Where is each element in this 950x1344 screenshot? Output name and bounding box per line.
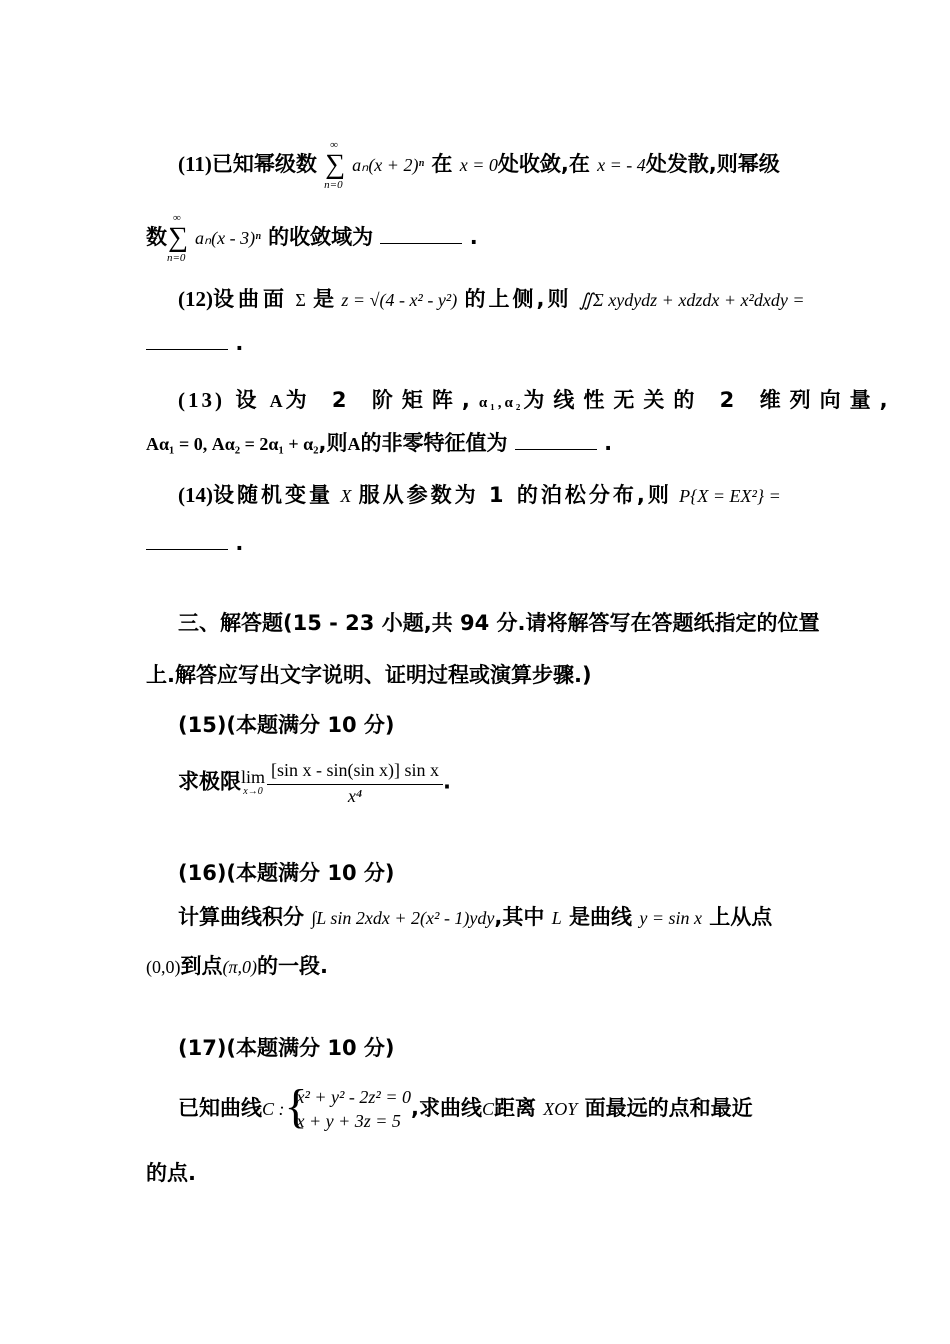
q11-line-1 — [178, 141, 780, 189]
q12-answer-blank — [146, 348, 228, 350]
q13-vectors: α₁,α₂ — [478, 395, 524, 411]
q12-text-2: 是 — [313, 287, 335, 311]
q13-matrix-A: A — [269, 391, 286, 411]
q12-surface: z = √(4 - x² - y²) — [341, 290, 458, 310]
q15-body — [178, 758, 451, 807]
q11-series-1: aₙ(x + 2)ⁿ — [352, 155, 425, 175]
q13-period: . — [604, 431, 613, 455]
q16-heading: (16)(本题满分 10 分) — [178, 861, 395, 885]
q15-limit: lim x→0 — [241, 766, 266, 797]
section3-heading-line-1: 三、解答题(15 - 23 小题,共 94 分.请将解答写在答题纸指定的位置 — [178, 611, 820, 635]
q13-line-1 — [178, 387, 897, 416]
q16-text-5: 到点 — [180, 954, 223, 978]
q15-period: . — [443, 769, 451, 794]
q17-line-2: 的点. — [146, 1161, 196, 1185]
q17-curve-C: C : — [262, 1099, 285, 1119]
q13-text-3: 为线性无关的 2 维列向量, — [523, 388, 897, 412]
q16-text-4: 上从点 — [709, 905, 773, 929]
q17-equation-system: { x² + y² - 2z² = 0 x + y + 3z = 5 — [284, 1080, 411, 1133]
q16-text-3: 是曲线 — [569, 905, 633, 929]
q12-line-2 — [146, 330, 243, 356]
q11-text-2: 在 — [431, 152, 453, 176]
q11-answer-blank — [380, 242, 462, 244]
q17-equation-2: x + y + 3z = 5 — [296, 1111, 401, 1131]
q14-period: . — [235, 531, 244, 555]
q15-text-1: 求极限 — [178, 769, 241, 794]
q15-denominator: x⁴ — [347, 786, 363, 806]
q11-x1: x = - 4 — [597, 155, 646, 175]
q14-line-1 — [178, 482, 781, 509]
q17-line-1 — [178, 1080, 753, 1133]
summation-symbol: ∞ ∑ n=0 — [324, 139, 346, 191]
q14-text-1: 设随机变量 — [213, 483, 333, 507]
q17-equation-1: x² + y² - 2z² = 0 — [296, 1087, 411, 1107]
q17-text-1: 已知曲线 — [178, 1096, 262, 1120]
q17-text-2: ,求曲线 — [410, 1096, 482, 1120]
section3-heading-line-2: 上.解答应写出文字说明、证明过程或演算步骤.) — [146, 663, 592, 687]
q17-text-4: 面最远的点和最近 — [584, 1096, 753, 1120]
summation-symbol-2: ∞ ∑ n=0 — [167, 212, 188, 264]
q12-label: (12) — [178, 287, 213, 311]
q14-line-2 — [146, 530, 243, 556]
q13-line-2 — [146, 430, 612, 457]
q14-probability: P{X = EX²} = — [679, 486, 781, 506]
q13-text-2: 为 2 阶矩阵, — [285, 388, 479, 412]
q11-period: . — [469, 225, 478, 249]
q16-text-6: 的一段. — [257, 954, 328, 978]
q17-heading: (17)(本题满分 10 分) — [178, 1036, 395, 1060]
q11-text-1: 已知幂级数 — [211, 152, 317, 176]
q11-text-6: 的收敛域为 — [268, 225, 374, 249]
q12-text-3: 的上侧,则 — [464, 287, 572, 311]
q11-label: (11) — [178, 152, 212, 176]
q12-text-1: 设曲面 — [213, 287, 288, 311]
q16-curve-L: L — [551, 908, 562, 928]
q11-text-3: 处收敛,在 — [497, 152, 590, 176]
q12-period: . — [235, 331, 244, 355]
q16-curve: y = sin x — [639, 908, 702, 928]
q14-text-2: 服从参数为 1 的泊松分布,则 — [358, 483, 672, 507]
q13-equations: Aα₁ = 0, Aα₂ = 2α₁ + α₂ — [146, 434, 319, 454]
q16-text-2: ,其中 — [494, 905, 545, 929]
q16-start-point: (0,0) — [146, 957, 181, 977]
q13-label: (13) — [178, 388, 225, 412]
q15-fraction — [267, 758, 443, 807]
q15-numerator: [sin x - sin(sin x)] sin x — [267, 758, 443, 785]
q13-answer-blank — [515, 448, 597, 450]
q16-line-1 — [178, 904, 772, 931]
q12-integral: ∬Σ xydydz + xdzdx + x²dxdy = — [578, 290, 805, 310]
q12-line-1 — [178, 286, 804, 313]
q17-text-3: 距离 — [493, 1096, 536, 1120]
q11-x0: x = 0 — [459, 155, 498, 175]
q13-text-4: ,则 — [318, 431, 348, 455]
q15-heading: (15)(本题满分 10 分) — [178, 713, 395, 737]
q16-text-1: 计算曲线积分 — [178, 905, 304, 929]
q12-sigma: Σ — [295, 290, 306, 310]
q16-integral: ∫L sin 2xdx + 2(x² - 1)ydy — [311, 908, 495, 928]
q13-text-5: 的非零特征值为 — [360, 431, 508, 455]
q13-text-1: 设 — [235, 388, 260, 412]
q14-answer-blank — [146, 548, 228, 550]
q13-matrix-A-2: A — [347, 434, 361, 454]
q11-series-2: aₙ(x - 3)ⁿ — [195, 228, 261, 248]
q14-label: (14) — [178, 483, 213, 507]
q14-random-var: X — [340, 486, 352, 506]
q17-curve-C-2: C — [481, 1099, 494, 1119]
q16-end-point: (π,0) — [222, 957, 258, 977]
q11-text-5: 数 — [146, 225, 167, 249]
q17-plane: XOY — [543, 1099, 578, 1119]
q16-line-2 — [146, 953, 328, 980]
q11-line-2 — [146, 214, 478, 262]
q11-text-4: 处发散,则幂级 — [645, 152, 780, 176]
